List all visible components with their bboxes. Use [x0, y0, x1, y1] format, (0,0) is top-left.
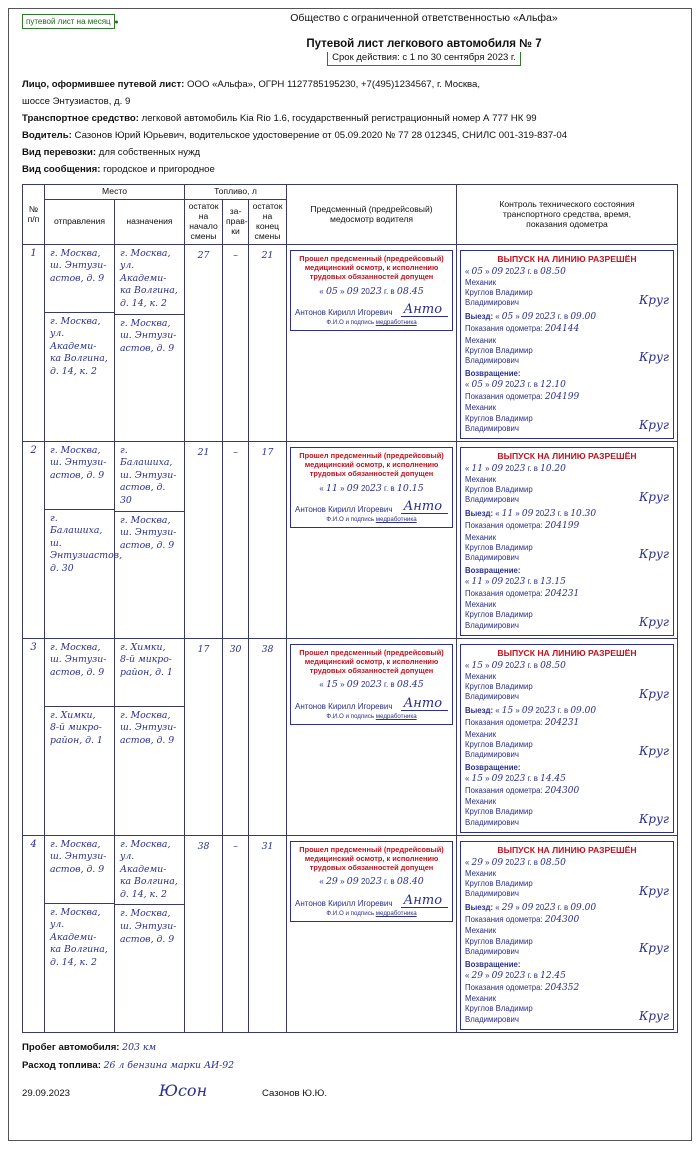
route-to-line: астов, д. 9 — [120, 933, 175, 945]
mechanic-label: Механик — [465, 277, 496, 287]
return-date: « 29 » 09 2023 г. в 12.45 — [465, 970, 566, 981]
route-from-line: астов, д. 9 — [50, 863, 105, 875]
route-to-line: ш. Энтузи- — [120, 330, 177, 342]
departure-odometer: Показания одометра: 204300 — [465, 915, 580, 926]
control-departure-block — [465, 508, 669, 563]
cell-number: 2 — [23, 441, 45, 638]
route-to-line: г. Москва, — [120, 514, 171, 526]
cell-control — [457, 244, 678, 441]
route-from-line: астов, д. 9 — [50, 272, 105, 284]
table-row — [23, 244, 678, 441]
issuer-value: ООО «Альфа», ОГРН 1127785195230, +7(495)1234567, г. Москва, — [187, 79, 481, 90]
mileage-value: 203 км — [122, 1041, 157, 1053]
route-from-line: г. Балашиха, — [50, 512, 103, 537]
return-date: « 15 » 09 2023 г. в 14.45 — [465, 774, 566, 785]
cell-fuel-end: 21 — [249, 244, 287, 441]
message-kind-value: городское и пригородное — [103, 163, 215, 175]
header-left — [22, 12, 170, 29]
mechanic-label: Механик — [465, 600, 496, 610]
route-from-line: район, д. 1 — [50, 734, 103, 746]
medical-signature-row — [295, 500, 448, 514]
mechanic-signature: Круг — [639, 547, 669, 562]
route-from-line: ш. Энтузи- — [50, 654, 107, 666]
departure-date: Выезд: « 11 » 09 2023 г. в 10.30 — [465, 509, 597, 520]
mechanic-label: Механик — [465, 335, 496, 345]
vehicle-label: Транспортное средство: — [22, 112, 139, 124]
cell-fuel-start: 21 — [185, 441, 223, 638]
route-from-line: ш. Энтузи- — [50, 457, 107, 469]
control-return-block — [465, 566, 669, 631]
route-from-trip1 — [45, 245, 114, 313]
route-to-trip2 — [115, 707, 184, 775]
table-row — [23, 638, 678, 835]
control-box — [460, 447, 674, 636]
footer-block — [22, 1042, 678, 1099]
control-box — [460, 250, 674, 439]
doctor-signature: Анто — [401, 894, 448, 908]
return-label: Возвращение: — [465, 368, 521, 378]
departure-odometer: Показания одометра: 204231 — [465, 718, 580, 729]
return-date: « 11 » 09 2023 г. в 13.15 — [465, 577, 566, 588]
cell-number: 1 — [23, 244, 45, 441]
route-to-trip2 — [115, 315, 184, 383]
route-to-line: ул. Академи- — [120, 260, 167, 284]
mechanic-label: Механик — [465, 474, 496, 484]
cell-from — [45, 835, 115, 1032]
organization-name: Общество с ограниченной ответственностью «Альфа» — [290, 12, 558, 24]
control-title: ВЫПУСК НА ЛИНИЮ РАЗРЕШЁН — [497, 844, 637, 855]
route-to-line: ш. Энтузи- — [120, 920, 177, 932]
medical-date-line: « 15 » 09 2023 г. в 08.45 — [319, 679, 424, 691]
departure-odometer: Показания одометра: 204199 — [465, 521, 580, 532]
issuer-value-2: шоссе Энтузиастов, д. 9 — [22, 95, 131, 107]
return-odometer: Показания одометра: 204231 — [465, 589, 580, 600]
cell-fuel-start: 38 — [185, 835, 223, 1032]
medical-stamp — [290, 841, 453, 922]
cell-fuel-refill: – — [223, 441, 249, 638]
driver-signature: Юсон — [158, 1080, 208, 1100]
route-from-line: астов, д. 9 — [50, 469, 105, 481]
th-to: назначения — [115, 200, 185, 245]
route-to-line: 8-й микро- — [120, 654, 172, 666]
cell-medical — [287, 244, 457, 441]
doctor-name: Антонов Кирилл Игоревич — [295, 504, 393, 514]
route-from-trip2 — [45, 510, 123, 579]
mechanic-name: Круглов Владимир Владимирович — [465, 542, 533, 562]
route-to-line: г. Москва, — [120, 838, 171, 850]
route-from-line: г. Москва, — [50, 444, 101, 456]
driver-name: Сазонов Ю.Ю. — [262, 1087, 328, 1099]
th-medical: Предсменный (предрейсовый) медосмотр водителя — [287, 185, 457, 244]
cell-fuel-refill: – — [223, 244, 249, 441]
mechanic-signature: Круг — [639, 489, 669, 504]
route-to-trip2 — [115, 905, 184, 973]
control-title: ВЫПУСК НА ЛИНИЮ РАЗРЕШЁН — [497, 647, 637, 658]
medical-fio-note: Ф.И.О и подпись медработника — [326, 319, 417, 327]
document-header — [22, 12, 678, 66]
vehicle-value: легковой автомобиль Kia Rio 1.6, государственный регистрационный номер А 777 НК 99 — [141, 112, 537, 124]
route-from-line: 8-й микро- — [50, 722, 102, 734]
route-from-line: д. 30 — [50, 562, 74, 574]
medical-stamp — [290, 644, 453, 725]
route-from-line: ш. Энтузи- — [50, 851, 107, 863]
route-from-line: г. Москва, — [50, 641, 101, 653]
departure-date: Выезд: « 05 » 09 2023 г. в 09.00 — [465, 312, 597, 323]
route-to-line: д. 14, к. 2 — [120, 298, 167, 309]
cell-medical — [287, 638, 457, 835]
issuer-label: Лицо, оформившее путевой лист: — [22, 79, 185, 90]
annotation-tag-label: путевой лист на месяц — [26, 17, 111, 26]
control-permit-date: « 05 » 09 2023 г. в 08.50 — [465, 266, 566, 277]
mechanic-label: Механик — [465, 926, 496, 936]
fuel-consumption-line — [22, 1060, 678, 1073]
route-to-line: астов, д. 9 — [120, 342, 175, 354]
route-to-trip1 — [115, 245, 184, 315]
mechanic-name: Круглов Владимир Владимирович — [465, 739, 533, 759]
mechanic-name: Круглов Владимир Владимирович — [465, 807, 533, 827]
mechanic-label: Механик — [465, 729, 496, 739]
mechanic-label: Механик — [465, 994, 496, 1004]
issuer-line — [22, 78, 678, 92]
route-from-trip2 — [45, 707, 114, 775]
control-permit-block — [465, 660, 669, 703]
cell-to — [115, 441, 185, 638]
cell-medical — [287, 441, 457, 638]
route-to-line: астов, д. 9 — [120, 539, 175, 551]
mechanic-signature: Круг — [639, 686, 669, 701]
departure-odometer: Показания одометра: 204144 — [465, 324, 580, 335]
route-to-trip2 — [115, 512, 184, 580]
route-to-line: ка Волгина, — [120, 285, 178, 297]
mechanic-label: Механик — [465, 403, 496, 413]
route-to-line: ш. Энтузи- — [120, 722, 177, 734]
control-departure-block — [465, 902, 669, 957]
route-to-trip1 — [115, 836, 184, 906]
route-from-line: д. 14, к. 2 — [50, 956, 97, 968]
return-label: Возвращение: — [465, 762, 521, 772]
route-to-line: ка Волгина, — [120, 876, 178, 888]
control-return-block — [465, 369, 669, 434]
cell-control — [457, 835, 678, 1032]
control-box — [460, 644, 674, 833]
driver-label: Водитель: — [22, 129, 72, 141]
medical-fio-note: Ф.И.О и подпись медработника — [326, 516, 417, 524]
route-to-line: г. Москва, — [120, 709, 171, 721]
mechanic-name: Круглов Владимир Владимирович — [465, 288, 533, 308]
cell-fuel-end: 17 — [249, 441, 287, 638]
route-from-line: ул. Академи- — [50, 919, 97, 943]
control-permit-block — [465, 857, 669, 900]
cell-medical — [287, 835, 457, 1032]
medical-fio-note: Ф.И.О и подпись медработника — [326, 713, 417, 721]
route-to-line: астов, д. 30 — [120, 482, 166, 506]
mechanic-signature: Круг — [639, 418, 669, 433]
mechanic-name: Круглов Владимир Владимирович — [465, 610, 533, 630]
cell-number: 3 — [23, 638, 45, 835]
fuel-consumption-label: Расход топлива: — [22, 1060, 101, 1072]
mechanic-signature: Круг — [639, 812, 669, 827]
medical-date-line: « 11 » 09 2023 г. в 10.15 — [319, 482, 424, 494]
mechanic-name: Круглов Владимир Владимирович — [465, 878, 533, 899]
control-permit-block — [465, 266, 669, 309]
medical-fio-note: Ф.И.О и подпись медработника — [326, 910, 417, 918]
control-permit-date: « 11 » 09 2023 г. в 10.20 — [465, 463, 566, 474]
route-to-trip1 — [115, 639, 184, 707]
mechanic-signature: Круг — [639, 941, 669, 956]
route-to-line: д. 14, к. 2 — [120, 888, 167, 900]
annotation-tag — [22, 14, 115, 29]
medical-stamp — [290, 447, 453, 528]
route-from-trip1 — [45, 836, 114, 904]
table-header-row-1 — [23, 185, 678, 200]
cell-from — [45, 638, 115, 835]
route-to-line: астов, д. 9 — [120, 734, 175, 746]
cell-to — [115, 638, 185, 835]
medical-date-line: « 29 » 09 2023 г. в 08.40 — [319, 876, 424, 888]
doctor-name: Антонов Кирилл Игоревич — [295, 898, 393, 908]
route-to-line: г. Москва, — [120, 317, 171, 329]
cell-fuel-start: 27 — [185, 244, 223, 441]
route-from-line: г. Москва, — [50, 247, 101, 259]
cell-from — [45, 441, 123, 638]
control-title: ВЫПУСК НА ЛИНИЮ РАЗРЕШЁН — [497, 253, 637, 264]
route-to-line: г. Москва, — [120, 908, 171, 920]
medical-signature-row — [295, 697, 448, 711]
cell-fuel-refill: – — [223, 835, 249, 1032]
control-return-block — [465, 960, 669, 1025]
return-odometer: Показания одометра: 204352 — [465, 983, 580, 994]
departure-date: Выезд: « 15 » 09 2023 г. в 09.00 — [465, 706, 597, 717]
mechanic-signature: Круг — [639, 1009, 669, 1024]
th-fuel-start: остаток на начало смены — [185, 200, 223, 245]
mechanic-label: Механик — [465, 532, 496, 542]
route-from-line: г. Москва, — [50, 906, 101, 918]
mileage-label: Пробег автомобиля: — [22, 1041, 120, 1053]
medical-signature-row — [295, 303, 448, 317]
mechanic-signature: Круг — [639, 615, 669, 630]
control-return-block — [465, 763, 669, 828]
cell-control — [457, 441, 678, 638]
cell-to — [115, 835, 185, 1032]
medical-stamp-text: Прошел предсменный (предрейсовый) медицинский осмотр, к исполнению трудовых обязанностей допущен — [299, 844, 444, 873]
route-to-line: ш. Энтузи- — [120, 527, 177, 539]
cell-fuel-end: 31 — [249, 835, 287, 1032]
route-from-line: астов, д. 9 — [50, 666, 105, 678]
route-from-line: г. Москва, — [50, 315, 101, 327]
th-fuel-refill: за- прав- ки — [223, 200, 249, 245]
return-odometer: Показания одометра: 204300 — [465, 786, 580, 797]
th-place: Место — [45, 185, 185, 200]
route-from-line: ка Волгина, — [50, 944, 108, 956]
route-from-line: д. 14, к. 2 — [50, 366, 97, 377]
route-from-line: ш. Энтузиастов, — [50, 537, 123, 562]
validity-period: Срок действия: с 1 по 30 сентября 2023 г. — [327, 52, 521, 66]
doctor-signature: Анто — [401, 500, 448, 514]
route-to-line: ул. Академи- — [120, 851, 167, 875]
return-label: Возвращение: — [465, 959, 521, 969]
departure-date: Выезд: « 29 » 09 2023 г. в 09.00 — [465, 903, 597, 914]
table-row — [23, 441, 678, 638]
table-body — [23, 244, 678, 1032]
route-to-trip1 — [115, 442, 184, 512]
th-number: № п/п — [23, 185, 45, 244]
th-from: отправления — [45, 200, 115, 245]
return-date: « 05 » 09 2023 г. в 12.10 — [465, 380, 566, 391]
route-to-line: г. Балашиха, — [120, 444, 173, 469]
return-odometer: Показания одометра: 204199 — [465, 392, 580, 403]
control-departure-block — [465, 311, 669, 366]
mechanic-signature: Круг — [639, 883, 669, 898]
mileage-line — [22, 1042, 678, 1055]
route-from-trip2 — [45, 313, 114, 382]
mechanic-name: Круглов Владимир Владимирович — [465, 413, 533, 433]
th-fuel-end: остаток на конец смены — [249, 200, 287, 245]
cell-to — [115, 244, 185, 441]
route-to-line: район, д. 1 — [120, 666, 173, 678]
cell-fuel-end: 38 — [249, 638, 287, 835]
medical-stamp — [290, 250, 453, 331]
control-box — [460, 841, 674, 1030]
driver-line — [22, 129, 678, 143]
annotation-dot — [115, 20, 118, 23]
doctor-signature: Анто — [401, 303, 448, 317]
cell-number: 4 — [23, 835, 45, 1032]
mechanic-name: Круглов Владимир Владимирович — [465, 485, 533, 505]
mechanic-name: Круглов Владимир Владимирович — [465, 345, 533, 365]
mechanic-label: Механик — [465, 797, 496, 807]
control-departure-block — [465, 705, 669, 760]
route-from-line: ул. Академи- — [50, 328, 97, 352]
mechanic-signature: Круг — [639, 350, 669, 365]
table-row — [23, 835, 678, 1032]
fuel-consumption-value: 26 л бензина марки АИ-92 — [103, 1060, 235, 1072]
route-from-line: г. Москва, — [50, 838, 101, 850]
mechanic-name: Круглов Владимир Владимирович — [465, 681, 533, 702]
mechanic-name: Круглов Владимир Владимирович — [465, 1004, 533, 1024]
info-block — [22, 78, 678, 176]
th-control: Контроль технического состояния транспортного средства, время, показания одометра — [457, 185, 678, 244]
doctor-name: Антонов Кирилл Игоревич — [295, 307, 393, 317]
control-permit-date: « 29 » 09 2023 г. в 08.50 — [465, 857, 566, 868]
message-kind-label: Вид сообщения: — [22, 163, 101, 175]
route-from-line: г. Химки, — [50, 709, 96, 721]
medical-stamp-text: Прошел предсменный (предрейсовый) медицинский осмотр, к исполнению трудовых обязанностей допущен — [299, 647, 444, 676]
medical-stamp-text: Прошел предсменный (предрейсовый) медицинский осмотр, к исполнению трудовых обязанностей допущен — [299, 450, 444, 479]
driver-value: Сазонов Юрий Юрьевич, водительское удостоверение от 05.09.2020 № 77 28 012345, СНИЛС 001-319-837-04 — [74, 129, 568, 141]
th-fuel: Топливо, л — [185, 185, 287, 200]
return-label: Возвращение: — [465, 565, 521, 575]
route-from-trip1 — [45, 639, 114, 707]
route-to-line: г. Химки, — [120, 641, 166, 653]
issuer-line-2 — [22, 95, 678, 109]
message-kind-line — [22, 163, 678, 177]
control-title: ВЫПУСК НА ЛИНИЮ РАЗРЕШЁН — [497, 450, 637, 461]
cell-fuel-refill: 30 — [223, 638, 249, 835]
medical-stamp-text: Прошел предсменный (предрейсовый) медицинский осмотр, к исполнению трудовых обязанностей допущен — [299, 253, 444, 282]
medical-signature-row — [295, 894, 448, 908]
route-from-line: ш. Энтузи- — [50, 260, 107, 272]
cell-from — [45, 244, 115, 441]
route-from-line: ка Волгина, — [50, 353, 108, 365]
control-permit-block — [465, 463, 669, 506]
vehicle-line — [22, 112, 678, 126]
transport-kind-value: для собственных нужд — [98, 146, 201, 158]
signature-row — [22, 1080, 678, 1100]
cell-control — [457, 638, 678, 835]
route-to-line: ш. Энтузи- — [120, 469, 177, 481]
signature-date: 29.09.2023 — [22, 1087, 71, 1099]
mechanic-signature: Круг — [639, 744, 669, 759]
route-from-trip1 — [45, 442, 114, 510]
page-title: Путевой лист легкового автомобиля № 7 — [306, 38, 542, 50]
table-head — [23, 185, 678, 244]
transport-kind-label: Вид перевозки: — [22, 146, 97, 158]
control-permit-date: « 15 » 09 2023 г. в 08.50 — [465, 660, 566, 671]
mechanic-label: Механик — [465, 671, 496, 681]
cell-fuel-start: 17 — [185, 638, 223, 835]
mechanic-name: Круглов Владимир Владимирович — [465, 936, 533, 956]
route-to-line: г. Москва, — [120, 247, 171, 259]
medical-date-line: « 05 » 09 2023 г. в 08.45 — [319, 285, 424, 297]
doctor-signature: Анто — [401, 697, 448, 711]
mechanic-signature: Круг — [639, 292, 669, 307]
transport-kind-line — [22, 146, 678, 160]
header-center — [170, 12, 678, 66]
doctor-name: Антонов Кирилл Игоревич — [295, 701, 393, 711]
mechanic-label: Механик — [465, 868, 496, 878]
route-from-trip2 — [45, 904, 114, 973]
waybill-table — [22, 184, 678, 1032]
